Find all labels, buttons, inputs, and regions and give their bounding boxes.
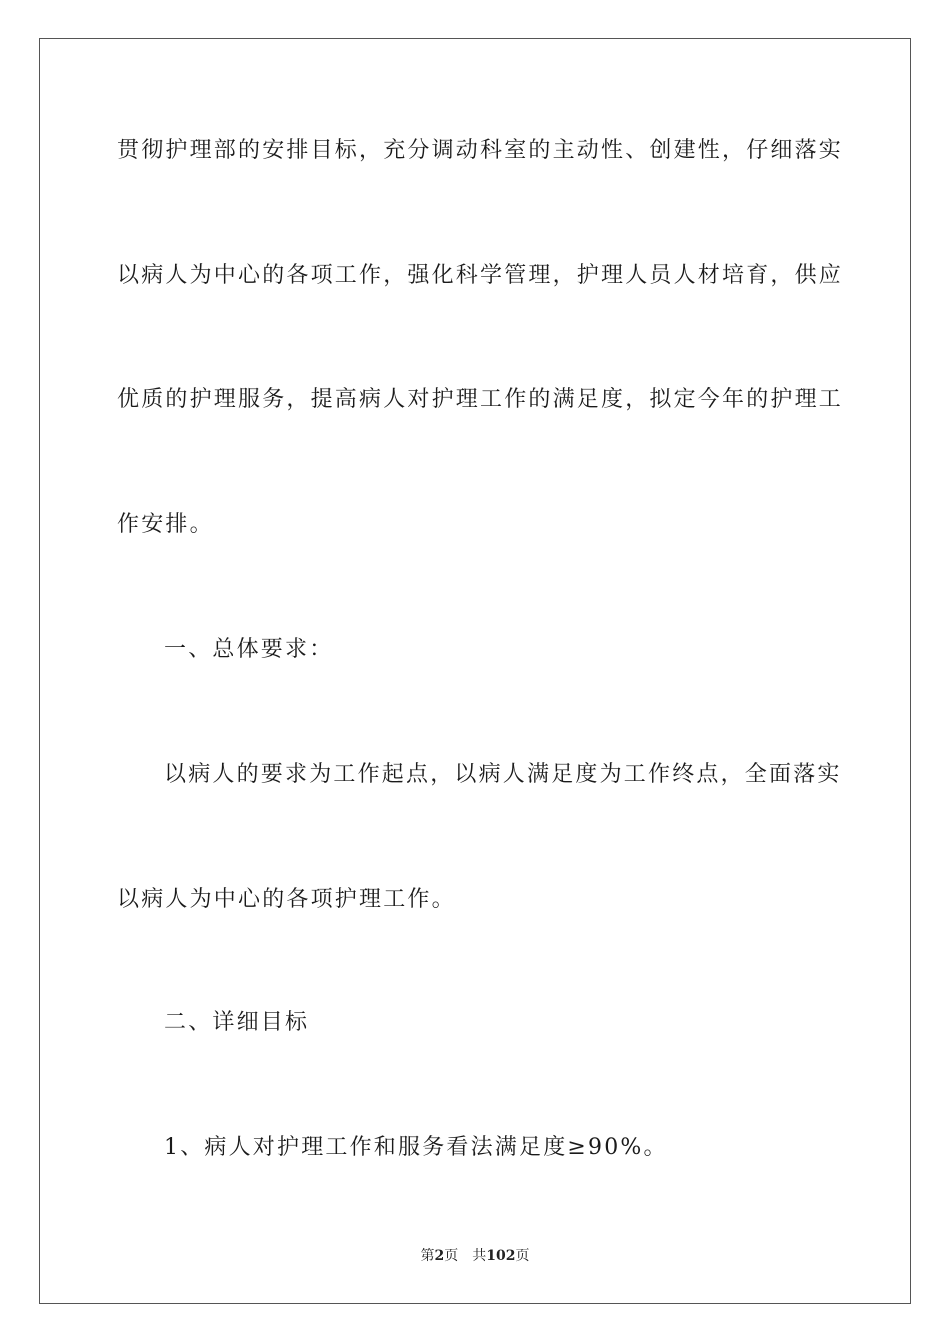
- paragraph-line-6: 以病人为中心的各项护理工作。: [117, 887, 456, 912]
- page-footer: [0, 1246, 950, 1266]
- total-suffix: 页: [515, 1248, 530, 1264]
- paragraph-line-4: 作安排。: [117, 512, 214, 537]
- total-pages: 102: [486, 1248, 516, 1264]
- page-suffix: 页: [444, 1248, 459, 1264]
- page-prefix: 第: [420, 1248, 435, 1264]
- total-prefix: 共: [472, 1248, 487, 1264]
- section-heading-1: 一、总体要求：: [164, 637, 334, 662]
- section-heading-2: 二、详细目标: [164, 1010, 310, 1035]
- paragraph-line-3: 优质的护理服务，提高病人对护理工作的满足度，拟定今年的护理工: [117, 387, 844, 412]
- list-item-1: 1、病人对护理工作和服务看法满足度≥90%。: [164, 1135, 668, 1160]
- paragraph-line-5: 以病人的要求为工作起点，以病人满足度为工作终点，全面落实: [164, 762, 842, 787]
- page-border: [39, 38, 911, 1304]
- paragraph-line-1: 贯彻护理部的安排目标，充分调动科室的主动性、创建性，仔细落实: [117, 138, 844, 163]
- page-number: 2: [434, 1248, 445, 1264]
- paragraph-line-2: 以病人为中心的各项工作，强化科学管理，护理人员人材培育，供应: [117, 263, 844, 288]
